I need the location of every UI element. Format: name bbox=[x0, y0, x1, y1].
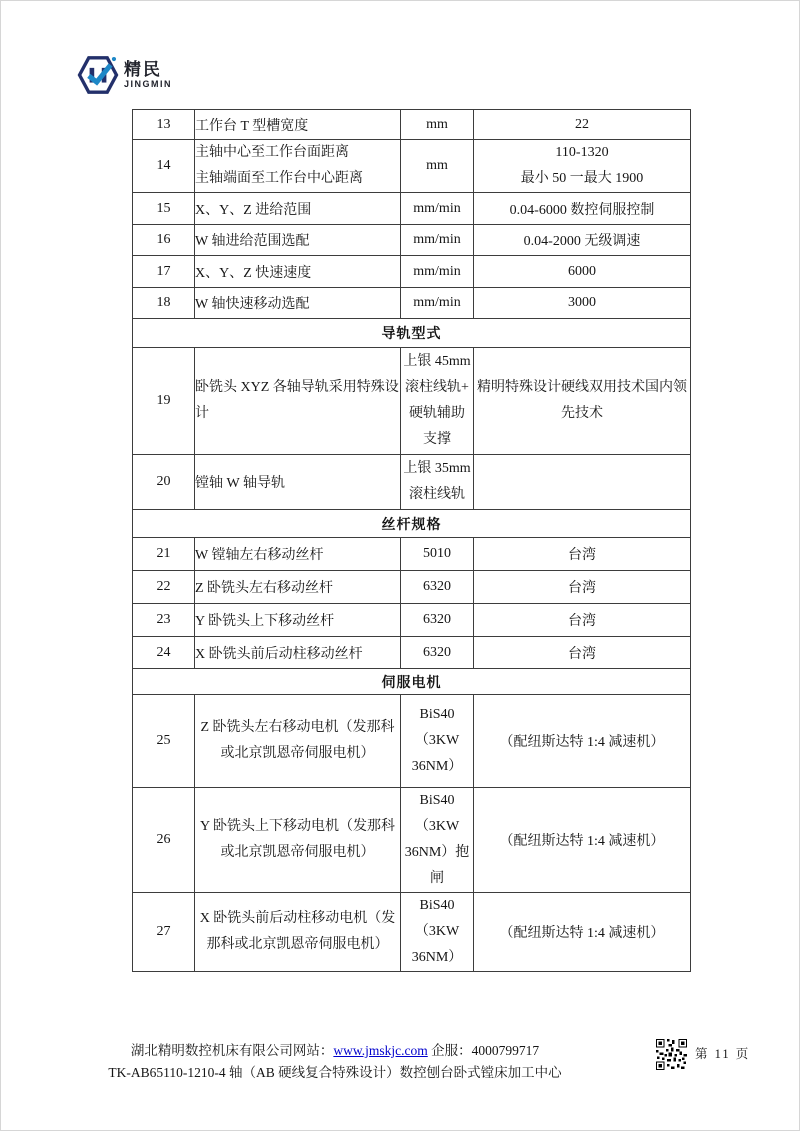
spec-name: 卧铣头 XYZ 各轴导轨采用特殊设 计 bbox=[195, 348, 401, 455]
spec-value: 22 bbox=[474, 110, 691, 140]
spec-name: X 卧铣头前后动柱移动电机（发 那科或北京凯恩帝伺服电机） bbox=[195, 893, 401, 972]
spec-unit: 6320 bbox=[401, 637, 474, 669]
spec-unit: mm/min bbox=[401, 193, 474, 225]
row-number: 20 bbox=[133, 455, 195, 510]
spec-value: 0.04-6000 数控伺服控制 bbox=[474, 193, 691, 225]
spec-name: Y 卧铣头上下移动丝杆 bbox=[195, 604, 401, 637]
spec-value: 精明特殊设计硬线双用技术国内领 先技术 bbox=[474, 348, 691, 455]
table-row bbox=[133, 695, 691, 788]
spec-unit: BiS40 （3KW 36NM） bbox=[401, 695, 474, 788]
row-number: 14 bbox=[133, 140, 195, 193]
row-number: 24 bbox=[133, 637, 195, 669]
section-row bbox=[133, 319, 691, 348]
row-number: 15 bbox=[133, 193, 195, 225]
table-row bbox=[133, 571, 691, 604]
table-row bbox=[133, 604, 691, 637]
footer-line-product: TK-AB65110-1210-4 轴（AB 硬线复合特殊设计）数控刨台卧式镗床加工中心 bbox=[108, 1065, 562, 1080]
spec-value: 台湾 bbox=[474, 538, 691, 571]
website-link[interactable]: www.jmskjc.com bbox=[333, 1043, 428, 1058]
table-row bbox=[133, 637, 691, 669]
spec-name: 工作台 T 型槽宽度 bbox=[195, 110, 401, 140]
spec-name: Z 卧铣头左右移动电机（发那科 或北京凯恩帝伺服电机） bbox=[195, 695, 401, 788]
footer-line-company bbox=[1, 1040, 669, 1062]
spec-unit: mm bbox=[401, 140, 474, 193]
row-number: 22 bbox=[133, 571, 195, 604]
spec-name: X、Y、Z 快速速度 bbox=[195, 256, 401, 288]
spec-name: X 卧铣头前后动柱移动丝杆 bbox=[195, 637, 401, 669]
table-row bbox=[133, 193, 691, 225]
spec-value: 台湾 bbox=[474, 604, 691, 637]
section-header: 伺服电机 bbox=[133, 669, 691, 695]
spec-value: （配纽斯达特 1:4 减速机） bbox=[474, 893, 691, 972]
section-row bbox=[133, 669, 691, 695]
spec-unit: 上银 45mm 滚柱线轨+ 硬轨辅助 支撑 bbox=[401, 348, 474, 455]
spec-value: 台湾 bbox=[474, 571, 691, 604]
spec-unit: 6320 bbox=[401, 571, 474, 604]
spec-value: （配纽斯达特 1:4 减速机） bbox=[474, 695, 691, 788]
table-row bbox=[133, 538, 691, 571]
spec-name: W 轴快速移动选配 bbox=[195, 288, 401, 319]
table-row bbox=[133, 110, 691, 140]
qr-code bbox=[656, 1039, 687, 1070]
spec-name: Y 卧铣头上下移动电机（发那科 或北京凯恩帝伺服电机） bbox=[195, 788, 401, 893]
spec-value: 台湾 bbox=[474, 637, 691, 669]
page-number: 第 11 页 bbox=[695, 1047, 751, 1061]
row-number: 21 bbox=[133, 538, 195, 571]
footer-service-label: 企服： bbox=[431, 1043, 472, 1058]
table-row bbox=[133, 348, 691, 455]
company-logo bbox=[77, 54, 172, 96]
table-row bbox=[133, 455, 691, 510]
page-footer bbox=[1, 1040, 669, 1084]
spec-unit: 6320 bbox=[401, 604, 474, 637]
logo-hexagon-icon bbox=[77, 54, 119, 96]
footer-service-phone: 4000799717 bbox=[471, 1043, 540, 1058]
row-number: 25 bbox=[133, 695, 195, 788]
row-number: 16 bbox=[133, 225, 195, 256]
spec-table-body bbox=[133, 110, 691, 972]
table-row bbox=[133, 893, 691, 972]
spec-unit: mm bbox=[401, 110, 474, 140]
spec-name: 主轴中心至工作台面距离 主轴端面至工作台中心距离 bbox=[195, 140, 401, 193]
spec-value: 110-1320 最小 50 一最大 1900 bbox=[474, 140, 691, 193]
footer-site-label: 湖北精明数控机床有限公司网站： bbox=[130, 1043, 334, 1058]
table-row bbox=[133, 788, 691, 893]
spec-value: （配纽斯达特 1:4 减速机） bbox=[474, 788, 691, 893]
row-number: 18 bbox=[133, 288, 195, 319]
spec-name: Z 卧铣头左右移动丝杆 bbox=[195, 571, 401, 604]
logo-text bbox=[124, 61, 172, 89]
spec-name: W 镗轴左右移动丝杆 bbox=[195, 538, 401, 571]
row-number: 23 bbox=[133, 604, 195, 637]
spec-name: 镗轴 W 轴导轨 bbox=[195, 455, 401, 510]
table-row bbox=[133, 140, 691, 193]
spec-value: 0.04-2000 无级调速 bbox=[474, 225, 691, 256]
spec-unit: BiS40 （3KW 36NM）抱 闸 bbox=[401, 788, 474, 893]
row-number: 17 bbox=[133, 256, 195, 288]
section-header: 导轨型式 bbox=[133, 319, 691, 348]
spec-table bbox=[132, 109, 691, 972]
table-row bbox=[133, 256, 691, 288]
spec-unit: 上银 35mm 滚柱线轨 bbox=[401, 455, 474, 510]
spec-value: 6000 bbox=[474, 256, 691, 288]
table-row bbox=[133, 288, 691, 319]
spec-value: 3000 bbox=[474, 288, 691, 319]
spec-unit: mm/min bbox=[401, 256, 474, 288]
section-row bbox=[133, 510, 691, 538]
logo-name-en: JINGMIN bbox=[124, 79, 173, 89]
spec-name: W 轴进给范围选配 bbox=[195, 225, 401, 256]
table-row bbox=[133, 225, 691, 256]
spec-unit: mm/min bbox=[401, 288, 474, 319]
row-number: 27 bbox=[133, 893, 195, 972]
row-number: 13 bbox=[133, 110, 195, 140]
logo-name-cn: 精民 bbox=[124, 60, 162, 79]
section-header: 丝杆规格 bbox=[133, 510, 691, 538]
spec-name: X、Y、Z 进给范围 bbox=[195, 193, 401, 225]
row-number: 26 bbox=[133, 788, 195, 893]
spec-unit: mm/min bbox=[401, 225, 474, 256]
spec-value bbox=[474, 455, 691, 510]
spec-unit: 5010 bbox=[401, 538, 474, 571]
row-number: 19 bbox=[133, 348, 195, 455]
spec-unit: BiS40 （3KW 36NM） bbox=[401, 893, 474, 972]
